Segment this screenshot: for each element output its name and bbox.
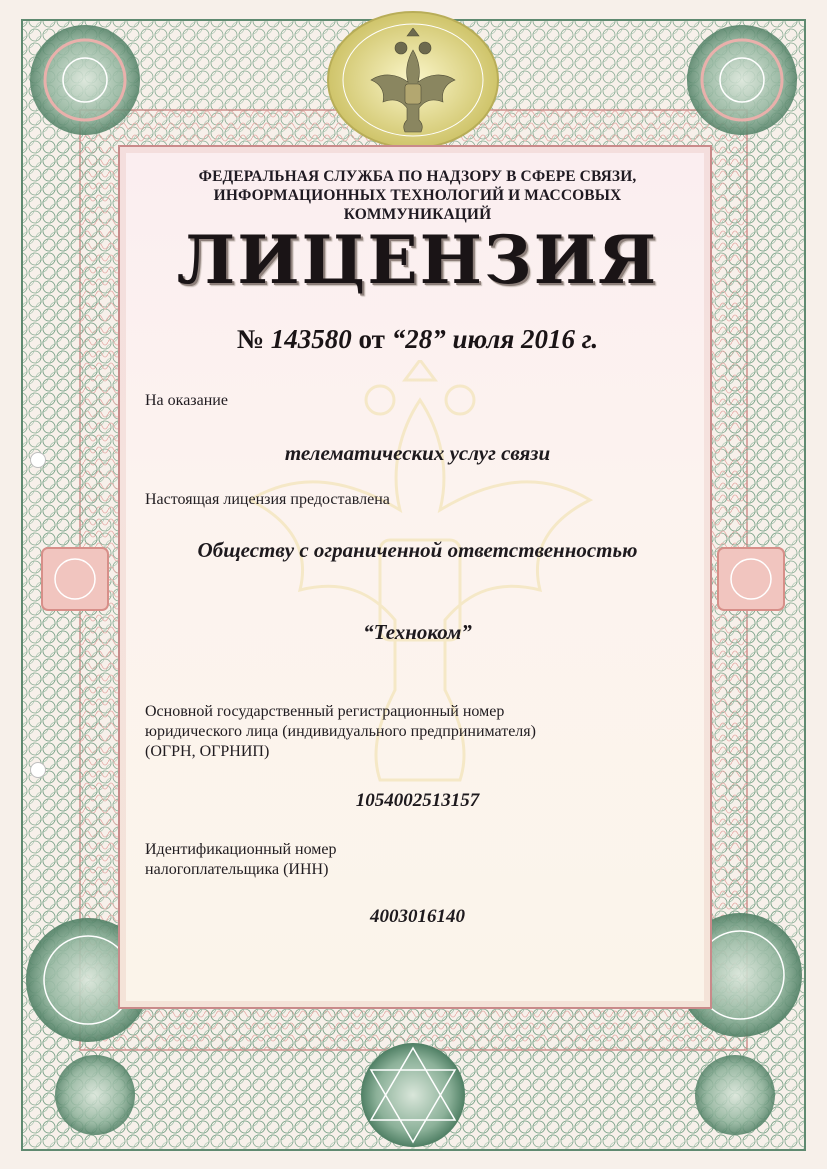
ogrn-value: 1054002513157 (355, 790, 480, 811)
agency-name-line-2: ИНФОРМАЦИОННЫХ ТЕХНОЛОГИЙ И МАССОВЫХ КОММУНИКАЦИЙ (213, 187, 622, 223)
date-day: “28” (391, 324, 446, 354)
granted-label: Настоящая лицензия предоставлена (145, 491, 390, 508)
date-month-year: июля 2016 г. (445, 324, 599, 354)
inn-label (145, 840, 337, 880)
agency-name (140, 167, 695, 224)
ogrn-label-line-2: юридического лица (индивидуального предпринимателя) (145, 723, 536, 740)
ogrn-label-line-1: Основной государственный регистрационный номер (145, 703, 505, 720)
number-prefix: № (236, 324, 271, 354)
agency-name-line-1: ФЕДЕРАЛЬНАЯ СЛУЖБА ПО НАДЗОРУ В СФЕРЕ СВЯЗИ, (198, 168, 637, 185)
inn-label-line-2: налогоплательщика (ИНН) (145, 861, 329, 878)
date-prefix: от (351, 324, 392, 354)
license-number: 143580 (270, 324, 352, 354)
license-number-line (140, 322, 695, 356)
ogrn-label-line-3: (ОГРН, ОГРНИП) (145, 743, 270, 760)
service-value: телематических услуг связи (284, 441, 551, 465)
binder-hole-top (30, 452, 46, 468)
holder-name-line-1: Обществу с ограниченной ответственностью (197, 538, 638, 562)
binder-hole-bottom (30, 762, 46, 778)
inn-label-line-1: Идентификационный номер (145, 841, 337, 858)
service-label: На оказание (145, 392, 228, 409)
holder-name-line-2: “Техноком” (363, 620, 472, 644)
ogrn-label (145, 702, 536, 762)
document-title: ЛИЦЕНЗИЯ (176, 221, 659, 299)
inn-value: 4003016140 (370, 906, 465, 927)
